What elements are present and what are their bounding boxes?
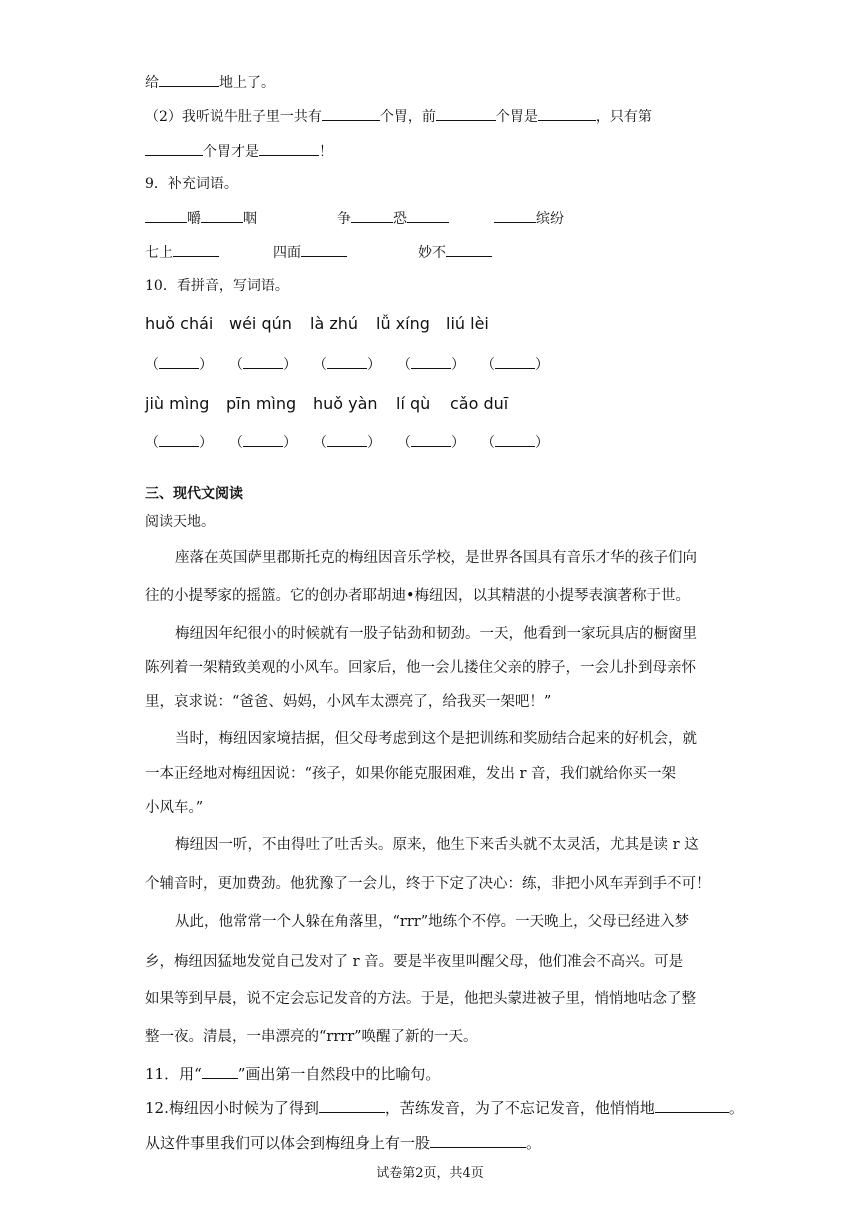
paren: ）	[535, 435, 549, 451]
q8-line2	[145, 106, 652, 127]
answer-blank[interactable]	[411, 356, 451, 369]
q8-text: ！	[319, 144, 333, 160]
answer-blank[interactable]	[159, 356, 199, 369]
q8-line3	[145, 141, 333, 162]
answer-blank[interactable]	[145, 141, 203, 156]
pinyin-6: jiù mìng	[145, 394, 210, 413]
passage-line: 个辅音时，更加费劲。他犹豫了一会儿，终于下定了决心：练，非把小风车弄到手不可！	[145, 876, 711, 892]
q8-text: 地上了。	[219, 75, 275, 91]
answer-blank[interactable]	[159, 434, 199, 447]
q11	[145, 1064, 440, 1084]
answer-box[interactable]	[397, 354, 465, 374]
answer-blank[interactable]	[202, 1064, 238, 1079]
passage-line: 里，哀求说：“爸爸、妈妈，小风车太漂亮了，给我买一架吧！”	[145, 694, 552, 710]
pinyin-5: liú lèi	[446, 314, 489, 333]
q9-item-1	[145, 208, 257, 229]
q12-line1	[145, 1098, 744, 1118]
answer-box[interactable]	[481, 432, 549, 452]
q9-title: 9．补充词语。	[145, 176, 238, 192]
paren: ）	[367, 357, 381, 373]
passage-line: 梅纽因一听，不由得吐了吐舌头。原来，他生下来舌头就不太灵活，尤其是读 r 这	[175, 837, 699, 853]
pinyin-10: cǎo duī	[450, 394, 509, 413]
page-footer: 试卷第2页，共4页	[376, 1166, 484, 1181]
paren: ）	[367, 435, 381, 451]
answer-blank[interactable]	[411, 434, 451, 447]
paren: （	[481, 435, 495, 451]
answer-blank[interactable]	[322, 106, 380, 121]
paren: ）	[283, 357, 297, 373]
q12-text: 。	[526, 1134, 542, 1152]
answer-blank[interactable]	[407, 208, 449, 223]
paren: ）	[199, 357, 213, 373]
q11-text: 11．用“	[145, 1065, 202, 1083]
answer-blank[interactable]	[436, 106, 496, 121]
answer-box[interactable]	[313, 354, 381, 374]
q9-item-5	[273, 242, 347, 263]
answer-blank[interactable]	[538, 106, 596, 121]
q8-text: 个胃才是	[203, 144, 259, 160]
answer-blank[interactable]	[351, 208, 393, 223]
paren: （	[313, 357, 327, 373]
pinyin-3: là zhú	[310, 314, 359, 333]
answer-blank[interactable]	[319, 1098, 385, 1113]
q8-text: （2）我听说牛肚子里一共有	[145, 109, 322, 125]
answer-box[interactable]	[229, 354, 297, 374]
paren: ）	[199, 435, 213, 451]
answer-box[interactable]	[229, 432, 297, 452]
q8-text: 个胃，前	[379, 109, 436, 125]
answer-blank[interactable]	[495, 434, 535, 447]
q8-text: ，只有第	[595, 109, 652, 125]
paren: （	[145, 435, 159, 451]
passage-line: 座落在英国萨里郡斯托克的梅纽因音乐学校，是世界各国具有音乐才华的孩子们向	[175, 550, 697, 566]
q9-char: 缤纷	[536, 211, 564, 227]
paren: ）	[451, 435, 465, 451]
answer-box[interactable]	[313, 432, 381, 452]
q8-text: 个胃是	[495, 109, 538, 125]
passage-line: 陈列着一架精致美观的小风车。回家后，他一会儿搂住父亲的脖子，一会儿扑到母亲怀	[145, 660, 696, 676]
answer-box[interactable]	[145, 432, 213, 452]
section-subtitle: 阅读天地。	[145, 514, 215, 530]
pinyin-4: lǚ xíng	[376, 314, 430, 333]
passage-line: 当时，梅纽因家境拮据，但父母考虑到这个是把训练和奖励结合起来的好机会，就	[175, 731, 697, 747]
paren: （	[313, 435, 327, 451]
q9-item-4	[145, 242, 219, 263]
passage-line: 梅纽因年纪很小的时候就有一股子钻劲和韧劲。一天，他看到一家玩具店的橱窗里	[175, 626, 697, 642]
q8-text: 给	[145, 75, 159, 91]
q9-char: 四面	[273, 245, 301, 261]
paren: （	[229, 435, 243, 451]
answer-blank[interactable]	[243, 356, 283, 369]
pinyin-2: wéi qún	[229, 314, 292, 333]
pinyin-9: lí qù	[396, 394, 431, 413]
answer-blank[interactable]	[145, 208, 187, 223]
q12-line2	[145, 1133, 541, 1153]
passage-line: 整一夜。清晨，一串漂亮的“rrrr”唤醒了新的一天。	[145, 1029, 478, 1045]
answer-box[interactable]	[397, 432, 465, 452]
passage-line: 如果等到早晨，说不定会忘记发音的方法。于是，他把头蒙进被子里，悄悄地咕念了整	[145, 991, 696, 1007]
answer-blank[interactable]	[495, 356, 535, 369]
paren: （	[481, 357, 495, 373]
q9-item-3	[494, 208, 564, 229]
answer-blank[interactable]	[173, 242, 219, 257]
answer-blank[interactable]	[494, 208, 536, 223]
q9-char: 七上	[145, 245, 173, 261]
answer-blank[interactable]	[327, 434, 367, 447]
passage-line: 乡，梅纽因猛地发觉自己发对了 r 音。要是半夜里叫醒父母，他们准会不高兴。可是	[145, 954, 684, 970]
paren: （	[397, 357, 411, 373]
paren: （	[397, 435, 411, 451]
q10-title: 10．看拼音，写词语。	[145, 278, 289, 294]
answer-blank[interactable]	[446, 242, 492, 257]
q9-char: 嚼	[187, 211, 201, 227]
passage-line: 一本正经地对梅纽因说：“孩子，如果你能克服困难，发出 r 音，我们就给你买一架	[145, 766, 677, 782]
answer-box[interactable]	[145, 354, 213, 374]
q12-text: 。	[728, 1099, 744, 1117]
q12-text: 从这件事里我们可以体会到梅纽身上有一股	[145, 1134, 431, 1152]
q9-item-2	[337, 208, 449, 229]
answer-blank[interactable]	[327, 356, 367, 369]
q9-item-6	[418, 242, 492, 263]
answer-blank[interactable]	[430, 1133, 526, 1148]
paren: ）	[283, 435, 297, 451]
answer-blank[interactable]	[259, 141, 319, 156]
pinyin-8: huǒ yàn	[313, 394, 378, 413]
section-heading: 三、现代文阅读	[145, 486, 243, 502]
q9-char: 恐	[393, 211, 407, 227]
paren: ）	[451, 357, 465, 373]
pinyin-1: huǒ chái	[145, 314, 214, 333]
answer-box[interactable]	[481, 354, 549, 374]
answer-blank[interactable]	[243, 434, 283, 447]
q12-text: 12.梅纽因小时候为了得到	[145, 1099, 319, 1117]
paren: ）	[535, 357, 549, 373]
paren: （	[229, 357, 243, 373]
answer-blank[interactable]	[159, 72, 219, 87]
answer-blank[interactable]	[301, 242, 347, 257]
passage-line: 往的小提琴家的摇篮。它的创办者耶胡迪•梅纽因，以其精湛的小提琴表演著称于世。	[145, 588, 691, 604]
q11-text: ”画出第一自然段中的比喻句。	[237, 1065, 441, 1083]
answer-blank[interactable]	[655, 1098, 729, 1113]
paren: （	[145, 357, 159, 373]
answer-blank[interactable]	[201, 208, 243, 223]
q9-char: 争	[337, 211, 351, 227]
q9-char: 妙不	[418, 245, 446, 261]
q12-text: ，苦练发音，为了不忘记发音，他悄悄地	[384, 1099, 655, 1117]
q8-line1	[145, 72, 275, 93]
pinyin-7: pīn mìng	[226, 394, 297, 413]
q9-char: 咽	[243, 211, 257, 227]
passage-line: 从此，他常常一个人躲在角落里，“rrr”地练个不停。一天晚上，父母已经进入梦	[175, 914, 690, 930]
passage-line: 小风车。”	[145, 800, 204, 816]
